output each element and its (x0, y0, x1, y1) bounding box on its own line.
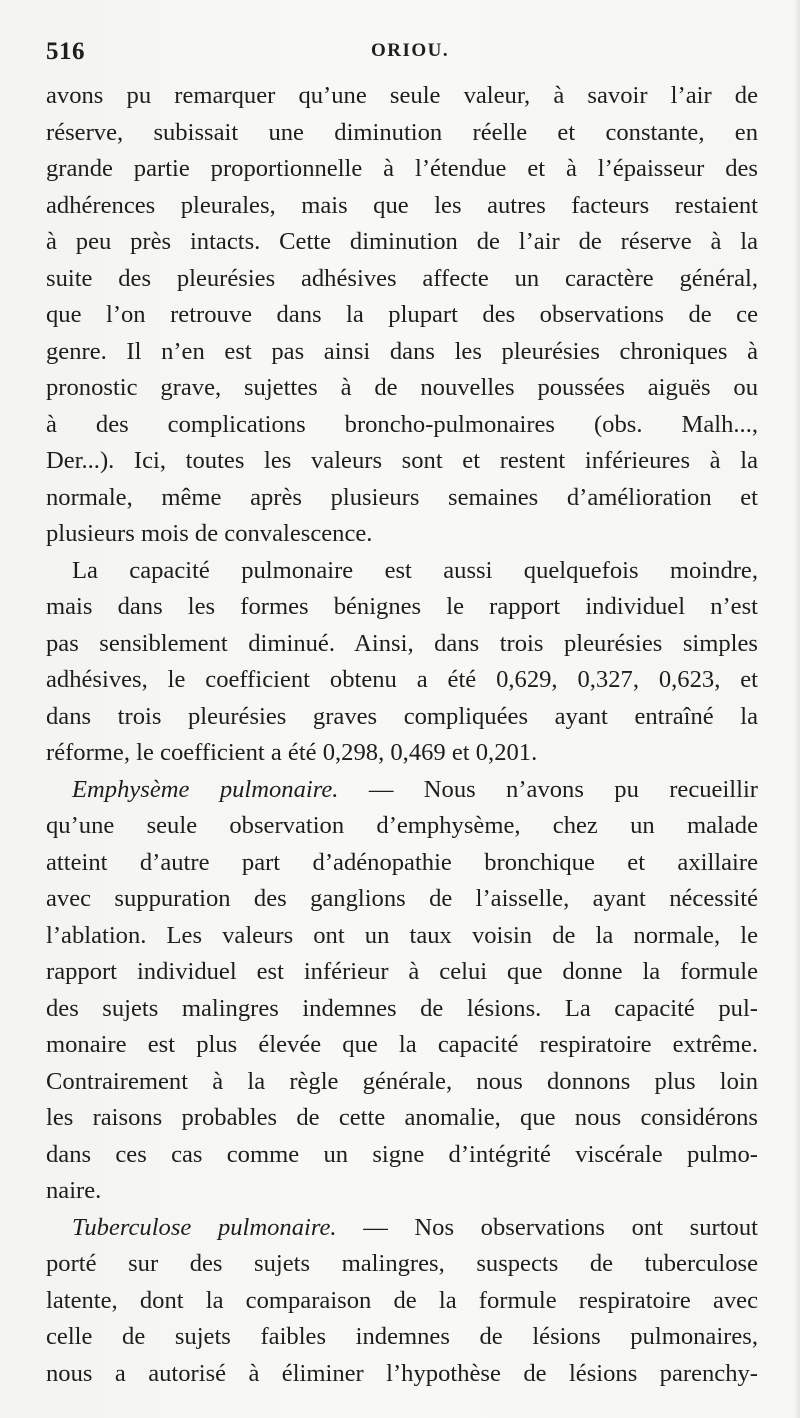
text-line: adhésives, le coefficient obtenu a été 0,629, 0,327, 0,623, et (46, 666, 758, 693)
text-line-with-heading (46, 772, 758, 809)
body-text (46, 78, 758, 1392)
text-line: adhérences pleurales, mais que les autres facteurs restaient (46, 191, 758, 219)
text-line: celle de sujets faibles indemnes de lésions pulmonaires, (46, 1323, 758, 1350)
text-line: pas sensiblement diminué. Ainsi, dans trois pleurésies simples (46, 629, 758, 657)
text-line: porté sur des sujets malingres, suspects de tuberculose (46, 1250, 758, 1277)
text-line: réserve, subissait une diminution réelle et constante, en (46, 118, 758, 146)
text-line: Contrairement à la règle générale, nous donnons plus loin (46, 1067, 758, 1095)
text-line: à des complications broncho-pulmonaires (obs. Malh..., (46, 410, 758, 438)
text-line: les raisons probables de cette anomalie, que nous considérons (46, 1104, 758, 1131)
text-line: nous a autorisé à éliminer l’hypothèse de lésions parenchy- (46, 1359, 758, 1387)
text-line: dans trois pleurésies graves compliquées ayant entraîné la (46, 702, 758, 730)
text-line: l’ablation. Les valeurs ont un taux voisin de la normale, le (46, 921, 758, 949)
section-heading-emphyseme: Emphysème pulmonaire. (72, 775, 339, 803)
text-line: atteint d’autre part d’adénopathie bronchique et axillaire (46, 848, 758, 876)
text-line: genre. Il n’en est pas ainsi dans les pleurésies chroniques à (46, 337, 758, 365)
text-line: plusieurs mois de convalescence. (46, 520, 373, 547)
text-line: grande partie proportionnelle à l’étendue et à l’épaisseur des (46, 155, 758, 182)
text-line: naire. (46, 1177, 102, 1204)
text-line: La capacité pulmonaire est aussi quelquefois moindre, (72, 556, 758, 584)
running-head (46, 30, 758, 78)
text-line: suite des pleurésies adhésives affecte un caractère général, (46, 264, 758, 292)
text-line: latente, dont la comparaison de la formule respiratoire avec (46, 1286, 758, 1314)
text-line: réforme, le coefficient a été 0,298, 0,469 et 0,201. (46, 739, 538, 766)
page-edge-shadow (794, 0, 800, 1418)
text-line: pronostic grave, sujettes à de nouvelles poussées aiguës ou (46, 374, 758, 401)
text-line: normale, même après plusieurs semaines d’amélioration et (46, 483, 758, 511)
text-line: mais dans les formes bénignes le rapport individuel n’est (46, 593, 758, 620)
text-line: qu’une seule observation d’emphysème, chez un malade (46, 812, 758, 839)
running-title: ORIOU. (371, 40, 450, 61)
text-line: que l’on retrouve dans la plupart des observations de ce (46, 301, 758, 328)
page-number: 516 (46, 38, 85, 65)
text-line: rapport individuel est inférieur à celui que donne la formule (46, 958, 758, 985)
text-line: Der...). Ici, toutes les valeurs sont et restent inférieures à la (46, 447, 758, 474)
text-line-rest: — Nous n’avons pu recueillir (368, 775, 758, 803)
text-line: monaire est plus élevée que la capacité respiratoire extrême. (46, 1031, 758, 1058)
text-line: avons pu remarquer qu’une seule valeur, à savoir l’air de (46, 82, 758, 109)
text-line-with-heading (46, 1210, 758, 1247)
text-line: dans ces cas comme un signe d’intégrité viscérale pulmo- (46, 1140, 758, 1168)
text-line: des sujets malingres indemnes de lésions. La capacité pul- (46, 994, 758, 1022)
text-line-rest: — Nos observations ont surtout (363, 1213, 758, 1241)
section-heading-tuberculose: Tuberculose pulmonaire. (72, 1213, 337, 1241)
text-line: avec suppuration des ganglions de l’aisselle, ayant nécessité (46, 885, 758, 912)
text-line: à peu près intacts. Cette diminution de l’air de réserve à la (46, 228, 758, 255)
